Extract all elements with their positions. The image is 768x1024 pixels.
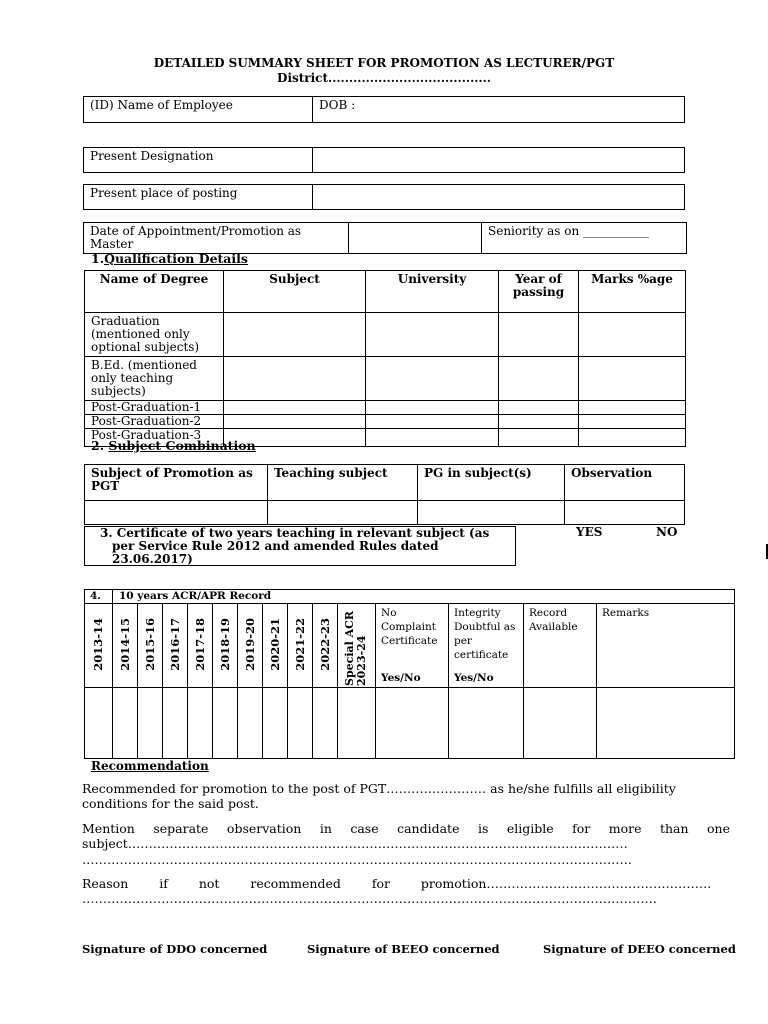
- qual-cell[interactable]: [224, 401, 366, 415]
- qual-header-degree: Name of Degree: [85, 271, 224, 313]
- acr-cell[interactable]: [263, 688, 288, 759]
- acr-cell[interactable]: [338, 688, 376, 759]
- acr-year-cell: [238, 604, 263, 688]
- recommendation-line-2a: Mention separate observation in case candidate is eligible for more than one: [82, 821, 730, 836]
- no-complaint-header: [376, 604, 449, 688]
- qual-cell[interactable]: [499, 429, 579, 447]
- qual-cell[interactable]: [224, 415, 366, 429]
- acr-cell[interactable]: [163, 688, 188, 759]
- integrity-header: [449, 604, 524, 688]
- subject-header-observation: Observation: [565, 465, 685, 501]
- seniority-label: Seniority as on ___________: [482, 223, 687, 254]
- acr-year-cell: [213, 604, 238, 688]
- qual-row-label: Graduation (mentioned only optional subjects): [85, 313, 224, 357]
- subject-header-pg: PG in subject(s): [418, 465, 565, 501]
- qual-cell[interactable]: [499, 415, 579, 429]
- acr-title: 10 years ACR/APR Record: [113, 590, 735, 604]
- acr-cell[interactable]: [213, 688, 238, 759]
- acr-cell[interactable]: [288, 688, 313, 759]
- employee-name-label: (ID) Name of Employee: [84, 97, 313, 123]
- no-complaint-label: No Complaint Certificate: [381, 607, 438, 647]
- qual-cell[interactable]: [499, 357, 579, 401]
- no-complaint-yes-no: Yes/No: [381, 672, 421, 684]
- qual-cell[interactable]: [366, 401, 499, 415]
- qual-row-label: Post-Graduation-1: [85, 401, 224, 415]
- integrity-label: Integrity Doubtful as per certificate: [454, 607, 516, 661]
- subject-cell[interactable]: [565, 501, 685, 525]
- signature-beeo: Signature of BEEO concerned: [307, 942, 500, 956]
- qual-row-label: Post-Graduation-3: [85, 429, 224, 447]
- acr-cell[interactable]: [597, 688, 735, 759]
- certificate-box: [84, 526, 516, 566]
- qual-cell[interactable]: [579, 357, 686, 401]
- integrity-yes-no: Yes/No: [454, 672, 494, 684]
- qual-cell[interactable]: [579, 429, 686, 447]
- acr-year: Special ACR 2023-24: [342, 610, 368, 686]
- acr-cell[interactable]: [376, 688, 449, 759]
- recommendation-heading: Recommendation: [91, 759, 209, 773]
- qual-cell[interactable]: [579, 313, 686, 357]
- qualification-heading: 1.Qualification Details: [91, 251, 248, 266]
- acr-year-cell: [188, 604, 213, 688]
- posting-label: Present place of posting: [84, 185, 313, 210]
- acr-year: 2018-19: [217, 617, 232, 671]
- subject-combination-table: [84, 464, 685, 525]
- qual-row-label: Post-Graduation-2: [85, 415, 224, 429]
- acr-cell[interactable]: [113, 688, 138, 759]
- acr-year: 2013-14: [91, 617, 105, 671]
- qual-cell[interactable]: [366, 429, 499, 447]
- acr-year: 2017-18: [192, 617, 207, 671]
- subject-cell[interactable]: [268, 501, 418, 525]
- recommendation-line-3a: Reason if not recommended for promotion………………………………………………: [82, 876, 712, 891]
- certificate-no[interactable]: NO: [656, 525, 678, 539]
- acr-year-cell: [313, 604, 338, 688]
- signature-deeo: Signature of DEEO concerned: [543, 942, 736, 956]
- acr-year: 2015-16: [142, 617, 157, 671]
- acr-year-cell: [138, 604, 163, 688]
- dob-label: DOB :: [313, 97, 685, 123]
- acr-year: 2021-22: [292, 617, 307, 671]
- designation-table: [83, 147, 685, 173]
- acr-cell[interactable]: [138, 688, 163, 759]
- certificate-text: 3. Certificate of two years teaching in relevant subject (as per Service Rule 2012 and amended Rules dated 23.06.2017): [100, 526, 490, 566]
- qual-header-marks: Marks %age: [579, 271, 686, 313]
- qual-cell[interactable]: [579, 415, 686, 429]
- subject-combination-heading: 2. Subject Combination: [91, 438, 256, 453]
- record-available-header: Record Available: [524, 604, 597, 688]
- acr-cell[interactable]: [449, 688, 524, 759]
- appointment-value[interactable]: [349, 223, 482, 254]
- appointment-label: Date of Appointment/Promotion as Master: [84, 223, 349, 254]
- appointment-table: [83, 222, 687, 254]
- qual-cell[interactable]: [366, 357, 499, 401]
- certificate-yes[interactable]: YES: [576, 525, 603, 539]
- acr-year-cell: [85, 604, 113, 688]
- qual-row-label: B.Ed. (mentioned only teaching subjects): [85, 357, 224, 401]
- recommendation-line-2b: subject…………………………………………………………………………………………………………: [82, 836, 628, 851]
- qual-cell[interactable]: [499, 313, 579, 357]
- acr-year-cell: [113, 604, 138, 688]
- qual-cell[interactable]: [499, 401, 579, 415]
- qualification-table: [84, 270, 686, 447]
- acr-year: 2022-23: [317, 617, 332, 671]
- recommendation-line-1: Recommended for promotion to the post of PGT…………………… as he/she fulfills all eligibility conditions for the said post.: [82, 781, 676, 811]
- subject-header-promotion: Subject of Promotion as PGT: [85, 465, 268, 501]
- subject-cell[interactable]: [85, 501, 268, 525]
- qual-cell[interactable]: [224, 313, 366, 357]
- designation-label: Present Designation: [84, 148, 313, 173]
- acr-year: 2016-17: [167, 617, 182, 671]
- acr-year-cell: [338, 604, 376, 688]
- acr-cell[interactable]: [524, 688, 597, 759]
- acr-year-cell: [163, 604, 188, 688]
- recommendation-line-2c: ……………………………………………………………………………………………………………………: [82, 852, 632, 867]
- acr-cell[interactable]: [85, 688, 113, 759]
- remarks-header: Remarks: [597, 604, 735, 688]
- subject-header-teaching: Teaching subject: [268, 465, 418, 501]
- qual-cell[interactable]: [366, 415, 499, 429]
- subject-cell[interactable]: [418, 501, 565, 525]
- recommendation-line-3b: …………………………………………………………………………………………………………………………: [82, 891, 657, 906]
- district-line: District.......................................: [277, 71, 491, 85]
- acr-year-cell: [288, 604, 313, 688]
- acr-number: 4.: [85, 590, 113, 604]
- qual-cell[interactable]: [366, 313, 499, 357]
- acr-cell[interactable]: [238, 688, 263, 759]
- qual-header-university: University: [366, 271, 499, 313]
- acr-cell[interactable]: [188, 688, 213, 759]
- posting-value[interactable]: [313, 185, 685, 210]
- acr-year: 2019-20: [242, 617, 257, 671]
- page-title: DETAILED SUMMARY SHEET FOR PROMOTION AS LECTURER/PGT: [153, 56, 615, 70]
- posting-table: [83, 184, 685, 210]
- qual-cell[interactable]: [224, 357, 366, 401]
- signature-ddo: Signature of DDO concerned: [82, 942, 268, 956]
- employee-name-table: [83, 96, 685, 123]
- acr-table: [84, 589, 735, 759]
- acr-year-cell: [263, 604, 288, 688]
- acr-year: 2020-21: [267, 617, 282, 671]
- qual-header-year: Year of passing: [499, 271, 579, 313]
- qual-cell[interactable]: [579, 401, 686, 415]
- designation-value[interactable]: [313, 148, 685, 173]
- qual-header-subject: Subject: [224, 271, 366, 313]
- acr-cell[interactable]: [313, 688, 338, 759]
- acr-year: 2014-15: [117, 617, 132, 671]
